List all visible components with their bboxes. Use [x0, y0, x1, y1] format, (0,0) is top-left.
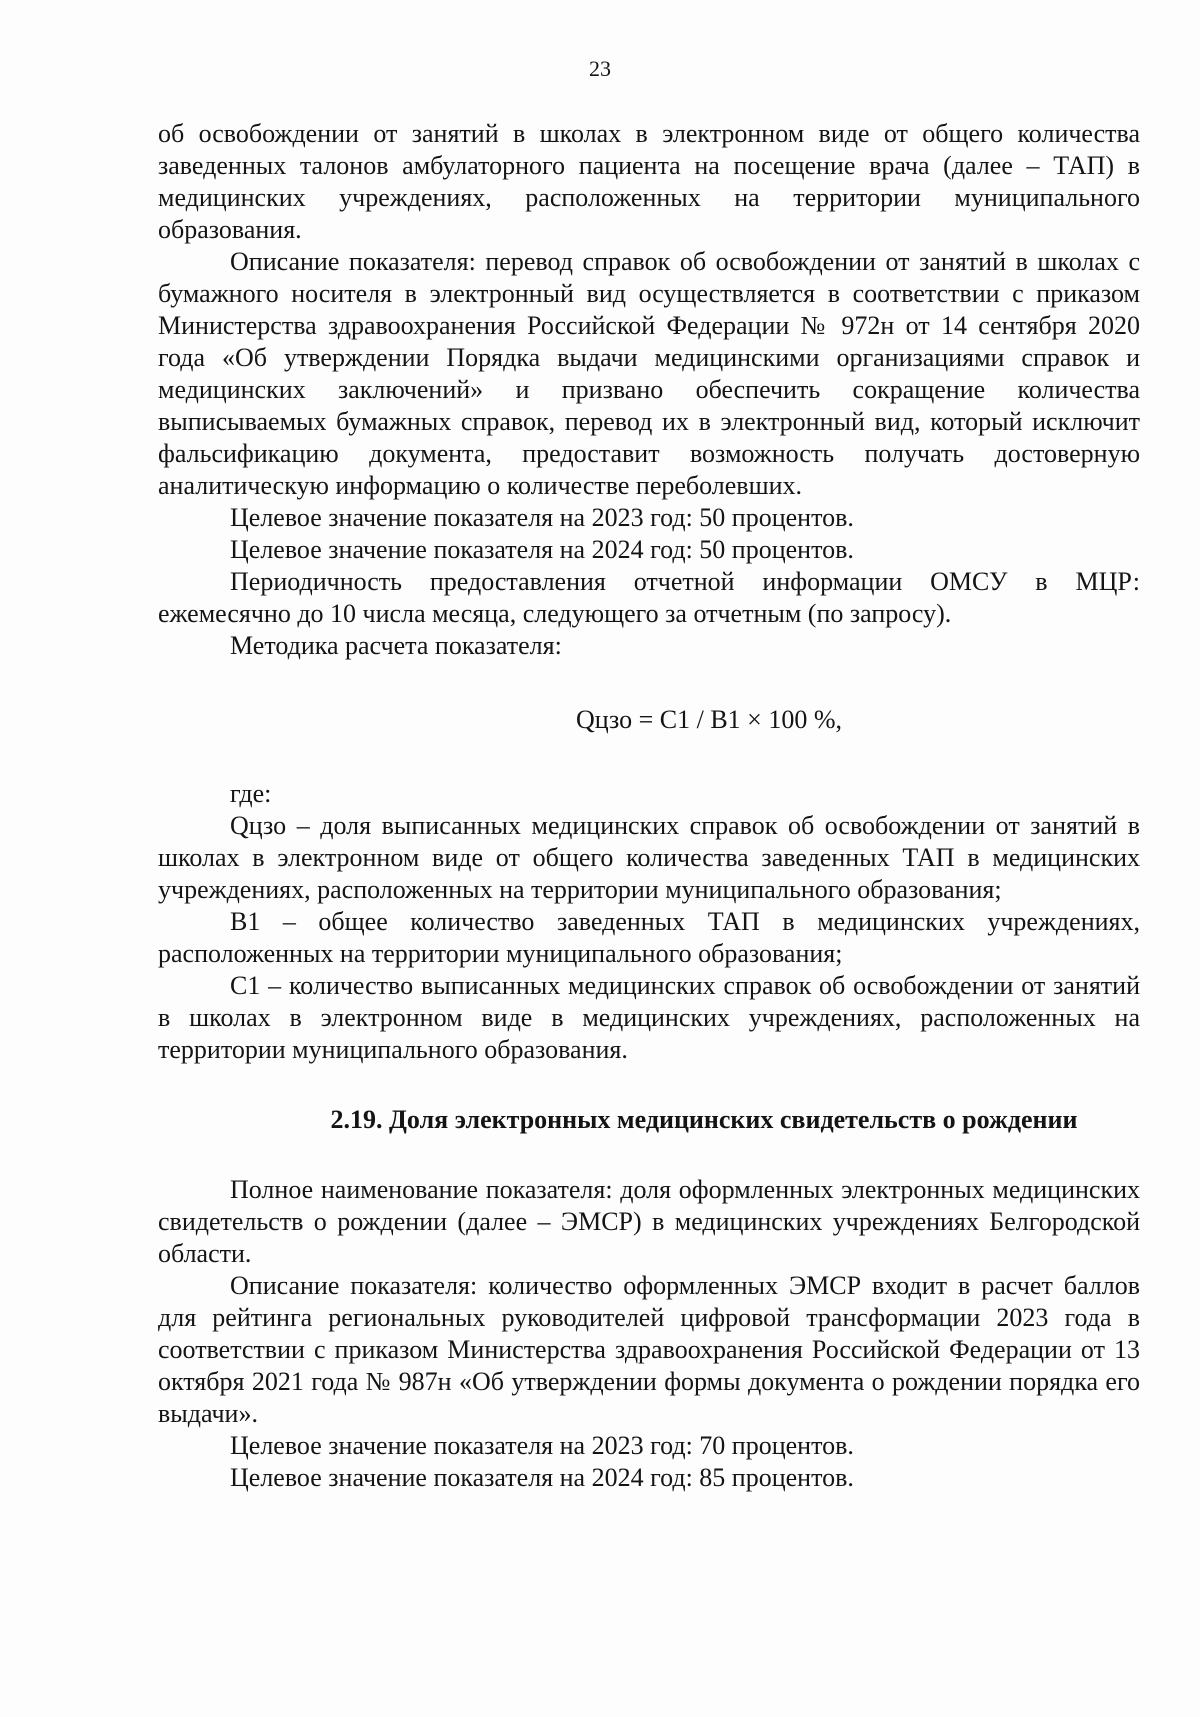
section-paragraph-target-2024: Целевое значение показателя на 2024 год: 85 процентов. [230, 1463, 854, 1492]
calculation-formula: Qцзо = С1 / В1 × 100 %, [575, 705, 843, 734]
definition-b1: В1 – общее количество заведенных ТАП в медицинских учреждениях, расположенных на территории муниципального образования; [158, 907, 1140, 968]
paragraph-target-2024: Целевое значение показателя на 2024 год: 50 процентов. [230, 535, 854, 564]
section-paragraph-target-2023: Целевое значение показателя на 2023 год: 70 процентов. [230, 1431, 854, 1460]
where-label: где: [230, 779, 272, 808]
definition-c1: С1 – количество выписанных медицинских справок об освобождении от занятий в школах в электронном виде в медицинских учреждениях, расположенных на территории муниципального образования. [158, 971, 1140, 1064]
definition-qczo: Qцзо – доля выписанных медицинских справок об освобождении от занятий в школах в электронном виде от общего количества заведенных ТАП в медицинских учреждениях, расположенных на территории муниципального образования; [158, 811, 1140, 904]
paragraph-method: Методика расчета показателя: [230, 631, 562, 660]
document-body [158, 118, 1140, 1494]
paragraph-periodicity: Периодичность предоставления отчетной информации ОМСУ в МЦР: ежемесячно до 10 числа месяца, следующего за отчетным (по запросу). [158, 567, 1140, 628]
paragraph-continuation: об освобождении от занятий в школах в электронном виде от общего количества заведенных талонов амбулаторного пациента на посещение врача (далее – ТАП) в медицинских учреждениях, расположенных на территории муниципального образования. [158, 119, 1140, 244]
section-heading: 2.19. Доля электронных медицинских свидетельств о рождении [330, 1105, 1078, 1134]
paragraph-description: Описание показателя: перевод справок об освобождении от занятий в школах с бумажного носителя в электронный вид осуществляется в соответствии с приказом Министерства здравоохранения Российской Федерации № 972н от 14 сентября 2020 года «Об утверждении Порядка выдачи медицинскими организациями справок и медицинских заключений» и призвано обеспечить сокращение количества выписываемых бумажных справок, перевод их в электронный вид, который исключит фальсификацию документа, предоставит возможность получать достоверную аналитическую информацию о количестве переболевших. [158, 247, 1140, 500]
section-paragraph-description: Описание показателя: количество оформленных ЭМСР входит в расчет баллов для рейтинга региональных руководителей цифровой трансформации 2023 года в соответствии с приказом Министерства здравоохранения Российской Федерации от 13 октября 2021 года № 987н «Об утверждении формы документа о рождении порядка его выдачи». [158, 1271, 1140, 1428]
paragraph-target-2023: Целевое значение показателя на 2023 год: 50 процентов. [230, 503, 854, 532]
section-paragraph-full-name: Полное наименование показателя: доля оформленных электронных медицинских свидетельств о рождении (далее – ЭМСР) в медицинских учреждениях Белгородской области. [158, 1175, 1140, 1268]
page-number: 23 [589, 56, 611, 81]
